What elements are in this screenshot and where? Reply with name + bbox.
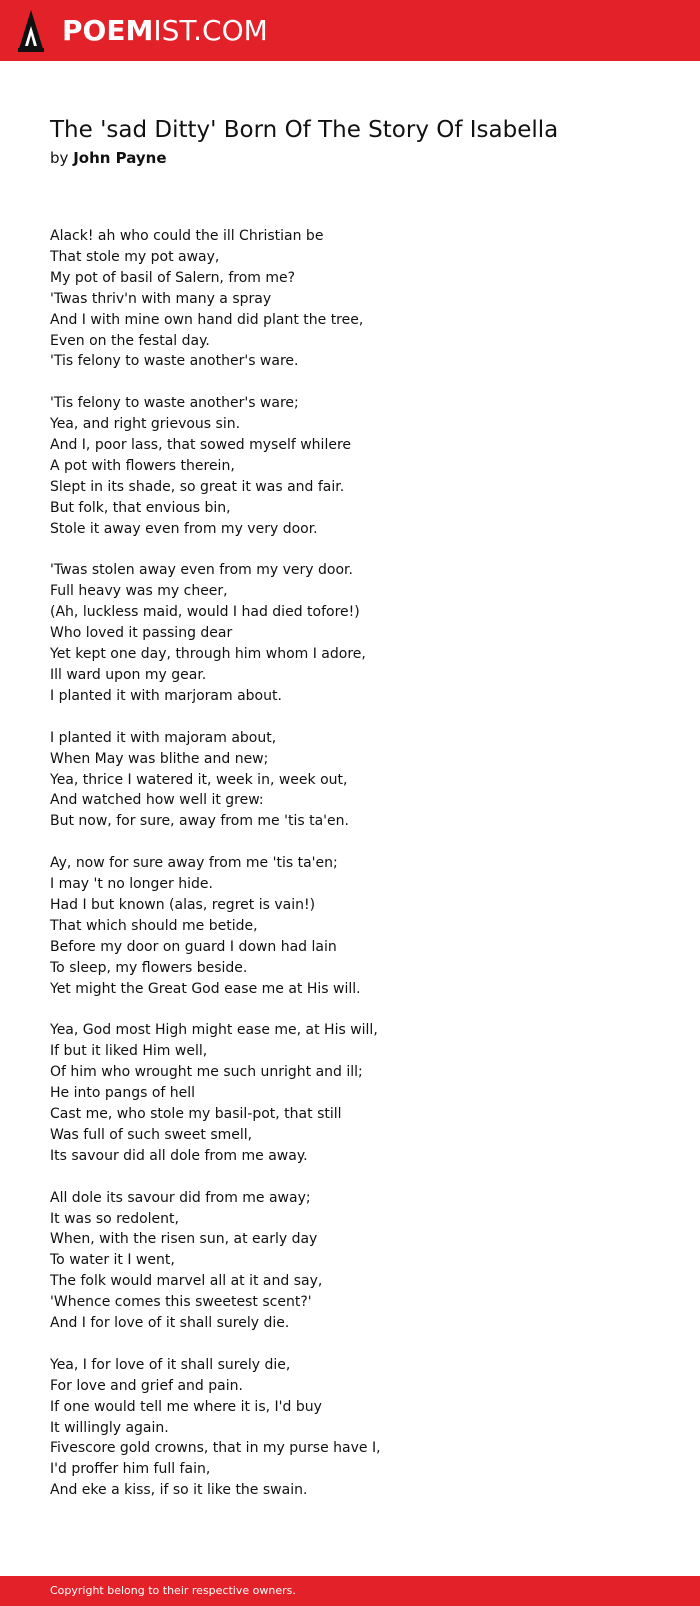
poem-line: It willingly again. bbox=[50, 1419, 169, 1436]
stanza bbox=[50, 728, 670, 833]
poem-line: Slept in its shade, so great it was and fair. bbox=[50, 478, 345, 495]
poem-line: Yea, thrice I watered it, week in, week out, bbox=[50, 771, 348, 788]
poem-line: Yea, and right grievous sin. bbox=[50, 416, 241, 433]
poem-line: He into pangs of hell bbox=[50, 1085, 196, 1102]
poem-line: Fivescore gold crowns, that in my purse have I, bbox=[50, 1440, 381, 1457]
poem-line: Even on the festal day. bbox=[50, 332, 210, 349]
poem-line: Of him who wrought me such unright and ill; bbox=[50, 1064, 363, 1081]
poem-line: Who loved it passing dear bbox=[50, 625, 233, 642]
poem-content bbox=[50, 112, 670, 1522]
stanza bbox=[50, 1020, 670, 1166]
poem-line: Full heavy was my cheer, bbox=[50, 583, 228, 600]
site-logo[interactable] bbox=[18, 10, 268, 52]
poem-line: Yea, God most High might ease me, at His will, bbox=[50, 1022, 378, 1039]
brand-name-light: IST.COM bbox=[153, 14, 268, 47]
poem-line: Was full of such sweet smell, bbox=[50, 1126, 253, 1143]
poem-line: All dole its savour did from me away; bbox=[50, 1189, 311, 1206]
poem-line: A pot with flowers therein, bbox=[50, 457, 235, 474]
poem-line: Its savour did all dole from me away. bbox=[50, 1147, 308, 1164]
pencil-icon bbox=[18, 10, 44, 52]
poem-line: For love and grief and pain. bbox=[50, 1377, 243, 1394]
poem-title: The 'sad Ditty' Born Of The Story Of Isabella bbox=[50, 117, 559, 143]
by-label: by bbox=[50, 149, 69, 167]
stanza bbox=[50, 560, 670, 706]
brand-name bbox=[62, 10, 268, 52]
poem-line: The folk would marvel all at it and say, bbox=[50, 1273, 323, 1290]
poem-line: Before my door on guard I down had lain bbox=[50, 938, 337, 955]
poem-line: (Ah, luckless maid, would I had died tofore!) bbox=[50, 604, 360, 621]
author-link[interactable]: John Payne bbox=[73, 149, 167, 167]
poem-line: That which should me betide, bbox=[50, 917, 258, 934]
poem-line: If but it liked Him well, bbox=[50, 1043, 208, 1060]
poem-line: 'Tis felony to waste another's ware. bbox=[50, 353, 299, 370]
poem-line: My pot of basil of Salern, from me? bbox=[50, 269, 296, 286]
poem-line: Ay, now for sure away from me 'tis ta'en; bbox=[50, 855, 338, 872]
poem-line: And watched how well it grew: bbox=[50, 792, 264, 809]
poem-line: Ill ward upon my gear. bbox=[50, 667, 207, 683]
byline bbox=[50, 148, 670, 168]
poem-body bbox=[50, 226, 670, 1501]
poem-line: 'Twas stolen away even from my very door. bbox=[50, 562, 353, 579]
poem-line: And eke a kiss, if so it like the swain. bbox=[50, 1482, 308, 1499]
site-footer bbox=[0, 1576, 700, 1606]
poem-line: And I, poor lass, that sowed myself whilere bbox=[50, 437, 352, 454]
poem-line: When May was blithe and new; bbox=[50, 750, 269, 767]
poem-line: That stole my pot away, bbox=[50, 248, 220, 265]
poem-line: And I with mine own hand did plant the tree, bbox=[50, 311, 364, 328]
poem-line: Yet kept one day, through him whom I adore, bbox=[50, 646, 366, 663]
poem-line: Stole it away even from my very door. bbox=[50, 520, 318, 537]
stanza bbox=[50, 393, 670, 539]
poem-line: I planted it with majoram about, bbox=[50, 729, 277, 746]
poem-line: To sleep, my flowers beside. bbox=[50, 959, 248, 976]
poem-line: But folk, that envious bin, bbox=[50, 499, 231, 516]
poem-line: Yet might the Great God ease me at His will. bbox=[50, 980, 361, 997]
poem-line: 'Tis felony to waste another's ware; bbox=[50, 395, 299, 412]
copyright-notice: Copyright belong to their respective owners. bbox=[50, 1584, 296, 1597]
poem-line: 'Whence comes this sweetest scent?' bbox=[50, 1294, 312, 1311]
brand-name-bold: POEM bbox=[62, 14, 154, 47]
stanza bbox=[50, 226, 670, 372]
poem-line: I planted it with marjoram about. bbox=[50, 687, 282, 704]
poem-line: 'Twas thriv'n with many a spray bbox=[50, 290, 272, 307]
poem-line: Yea, I for love of it shall surely die, bbox=[50, 1356, 291, 1373]
poem-line: To water it I went, bbox=[50, 1252, 175, 1269]
stanza bbox=[50, 853, 670, 999]
poem-line: I may 't no longer hide. bbox=[50, 876, 213, 893]
poem-line: But now, for sure, away from me 'tis ta'en. bbox=[50, 813, 349, 830]
poem-line: Had I but known (alas, regret is vain!) bbox=[50, 896, 316, 913]
stanza bbox=[50, 1188, 670, 1334]
poem-line: I'd proffer him full fain, bbox=[50, 1461, 211, 1478]
poem-line: When, with the risen sun, at early day bbox=[50, 1231, 318, 1248]
poem-line: If one would tell me where it is, I'd buy bbox=[50, 1398, 322, 1415]
poem-line: Alack! ah who could the ill Christian be bbox=[50, 228, 324, 244]
stanza bbox=[50, 1355, 670, 1501]
poem-line: Cast me, who stole my basil-pot, that still bbox=[50, 1105, 342, 1122]
poem-line: It was so redolent, bbox=[50, 1210, 179, 1227]
poem-line: And I for love of it shall surely die. bbox=[50, 1315, 290, 1332]
site-header bbox=[0, 0, 700, 61]
